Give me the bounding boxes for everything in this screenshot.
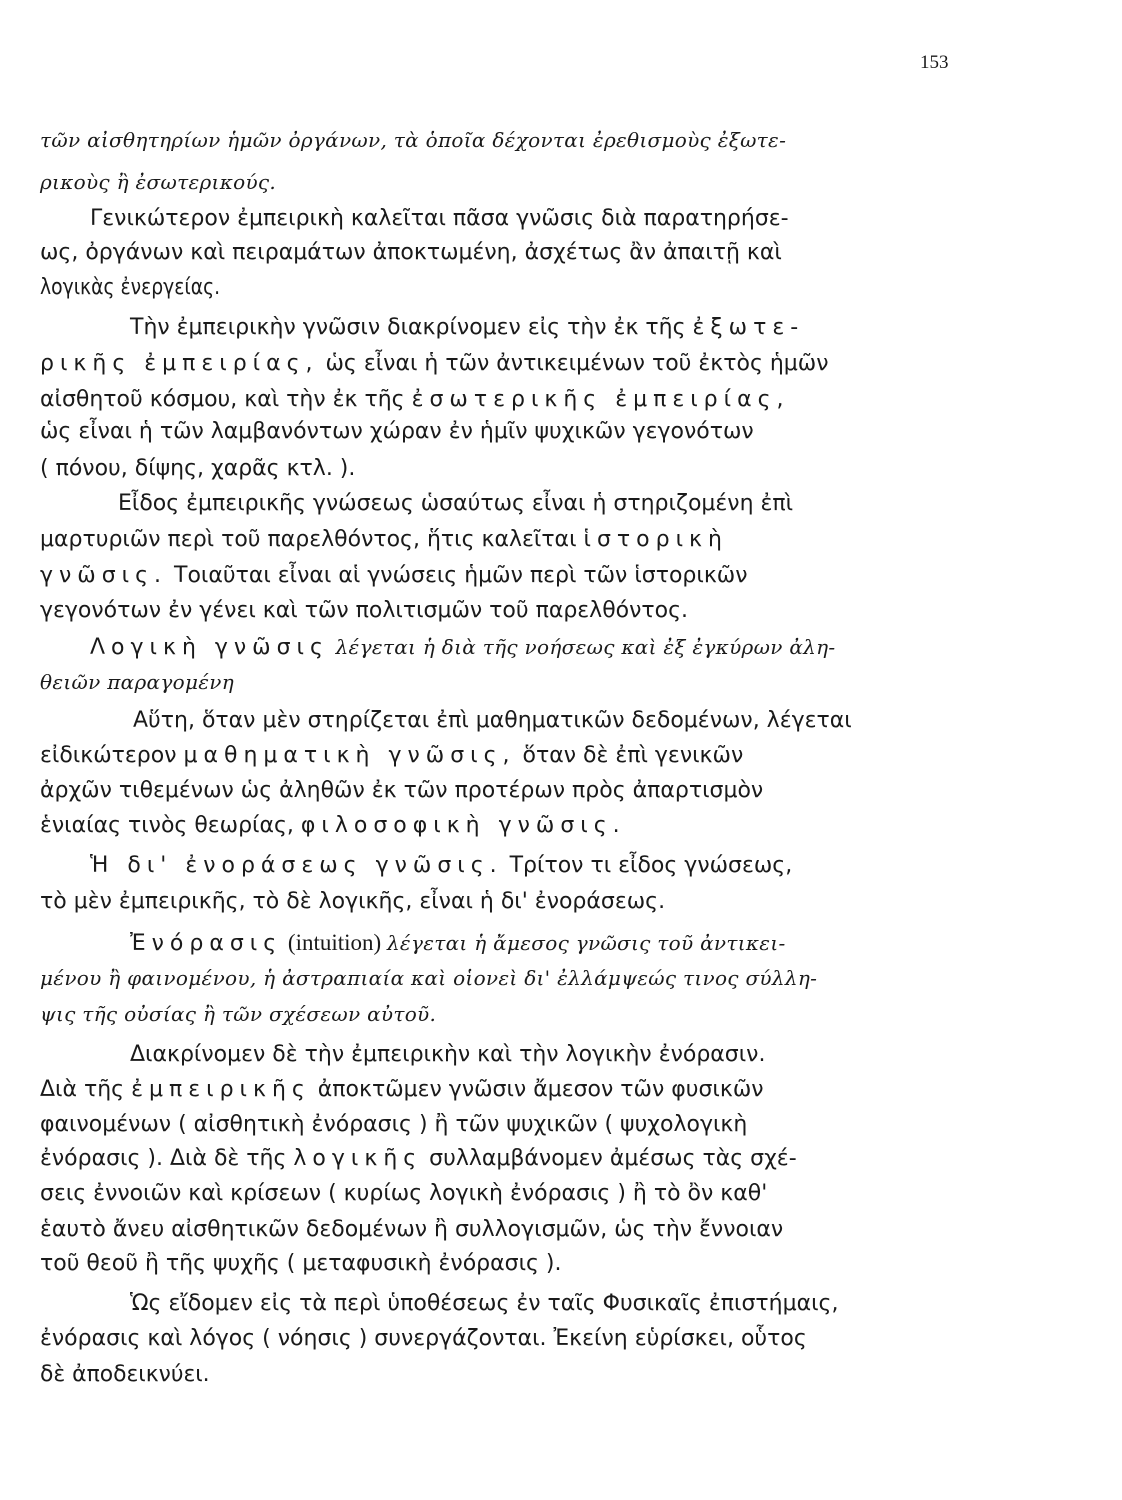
text-line [40, 810, 780, 842]
spaced-term: ἐξωτε- [692, 315, 805, 340]
text-run: συλλαμβάνομεν ἀμέσως τὰς σχέ- [422, 1146, 797, 1171]
text-run: σεις ἐννοιῶν καὶ κρίσεων ( κυρίως λογικὴ ἐνόρασις ) ἢ τὸ ὂν καθ' [40, 1181, 768, 1206]
text-run: εἰδικώτερον [40, 743, 184, 768]
text-line [40, 1214, 960, 1246]
text-line [40, 962, 960, 994]
text-line [40, 560, 960, 592]
spaced-term: φιλοσοφικὴ γνῶσις. [300, 813, 626, 838]
text-run: ως, ὀργάνων καὶ πειραμάτων ἀποκτωμένη, ἀσχέτως ἂν ἀπαιτῇ καὶ [40, 240, 782, 265]
text-run: ἐνόρασις καὶ λόγος ( νόησις ) συνεργάζονται. Ἐκείνη εὑρίσκει, οὗτος [40, 1326, 807, 1351]
text-line [130, 1288, 960, 1320]
text-run: μαρτυριῶν περὶ τοῦ παρελθόντος, ἥτις καλεῖται [40, 527, 584, 552]
italic-text: θειῶν παραγομένη [40, 670, 235, 694]
text-run: Εἶδος ἐμπειρικῆς γνώσεως ὡσαύτως εἶναι ἡ στηριζομένη ἐπὶ [118, 491, 794, 516]
text-run: Αὕτη, ὅταν μὲν στηρίζεται ἐπὶ μαθηματικῶν δεδομένων, λέγεται [133, 708, 852, 733]
text-run: τὸ μὲν ἐμπειρικῆς, τὸ δὲ λογικῆς, εἶναι ἡ δι' ἐνοράσεως. [40, 889, 666, 914]
spaced-term: μαθηματικὴ γνῶσις, [183, 743, 516, 768]
spaced-term: Ἡ δι' ἐνοράσεως γνῶσις. [90, 853, 503, 878]
text-run: γεγονότων ἐν γένει καὶ τῶν πολιτισμῶν τοῦ παρελθόντος. [40, 598, 689, 623]
text-line [40, 1178, 960, 1210]
text-run: Τὴν ἐμπειρικὴν γνῶσιν διακρίνομεν εἰς τὴν ἐκ τῆς [130, 315, 693, 340]
spaced-term: γνῶσις. [40, 563, 168, 588]
page-number: 153 [920, 52, 949, 73]
spaced-term: ἐμπειρικῆς [131, 1077, 311, 1102]
spaced-term: λογικῆς [293, 1146, 423, 1171]
text-run: ( πόνου, δίψης, χαρᾶς κτλ. ). [40, 456, 356, 481]
text-line [40, 166, 370, 198]
text-line [40, 524, 960, 556]
text-line [40, 1109, 960, 1141]
text-line [90, 850, 950, 882]
text-run: ὡς εἶναι ἡ τῶν λαμβανόντων χώραν ἐν ἡμῖν ψυχικῶν γεγονότων [40, 419, 754, 444]
text-run: αἰσθητοῦ κόσμου, καὶ τὴν ἐκ τῆς [40, 387, 412, 412]
text-line [40, 998, 470, 1030]
text-run: τοῦ θεοῦ ἢ τῆς ψυχῆς ( μεταφυσικὴ ἐνόρασις ). [40, 1251, 562, 1276]
italic-text: τῶν αἰσθητηρίων ἡμῶν ὀργάνων, τὰ ὁποῖα δέχονται ἐρεθισμοὺς ἐξωτε- [40, 128, 787, 152]
spaced-term: ἐσωτερικῆς ἐμπειρίας, [411, 387, 790, 412]
text-run: Τοιαῦται εἶναι αἱ γνώσεις ἡμῶν περὶ τῶν ἱστορικῶν [167, 563, 748, 588]
text-line [40, 666, 240, 698]
text-line [40, 1323, 960, 1355]
text-run: Διακρίνομεν δὲ τὴν ἐμπειρικὴν καὶ τὴν λογικὴν ἐνόρασιν. [130, 1042, 766, 1067]
text-line [90, 203, 970, 235]
text-run: ὅταν δὲ ἐπὶ γενικῶν [515, 743, 744, 768]
italic-text: λέγεται ἡ διὰ τῆς νοήσεως καὶ ἐξ ἐγκύρων ἀλη- [328, 635, 836, 659]
text-line [90, 631, 960, 663]
text-line [40, 595, 810, 627]
text-run: ἀρχῶν τιθεμένων ὡς ἀληθῶν ἐκ τῶν προτέρων πρὸς ἀπαρτισμὸν [40, 778, 764, 803]
italic-text: ψις τῆς οὐσίας ἢ τῶν σχέσεων αὐτοῦ. [40, 1002, 437, 1026]
text-line [40, 886, 800, 918]
text-run: ὡς εἶναι ἡ τῶν ἀντικειμένων τοῦ ἐκτὸς ἡμῶν [318, 351, 829, 376]
italic-text: μένου ἢ φαινομένου, ἡ ἀστραπιαία καὶ οἱονεὶ δι' ἐλλάμψεώς τινος σύλλη- [40, 966, 818, 990]
text-line [40, 272, 220, 304]
text-run: Διὰ τῆς [40, 1077, 132, 1102]
spaced-term: ἱστορικὴ [583, 527, 728, 552]
text-line [130, 312, 960, 344]
spaced-term: Λογικὴ γνῶσις [90, 635, 329, 660]
text-line [40, 453, 380, 485]
text-line [40, 416, 960, 448]
spaced-term: Ἐνόρασις [130, 931, 283, 956]
text-run: ἑνιαίας τινὸς θεωρίας, [40, 813, 301, 838]
text-run: ἐνόρασις ). Διὰ δὲ τῆς [40, 1146, 294, 1171]
text-line [130, 1039, 960, 1071]
text-run: ἀποκτῶμεν γνῶσιν ἄμεσον τῶν φυσικῶν [310, 1077, 764, 1102]
text-line [40, 237, 970, 269]
text-run: λογικὰς ἐνεργείας. [40, 275, 221, 300]
text-line [40, 1143, 960, 1175]
spaced-term: ρικῆς ἐμπειρίας, [40, 351, 319, 376]
text-line [40, 1074, 960, 1106]
text-run: Ὡς εἴδομεν εἰς τὰ περὶ ὑποθέσεως ἐν ταῖς Φυσικαῖς ἐπιστήμαις, [130, 1291, 839, 1316]
text-line [130, 927, 960, 959]
text-line [40, 740, 960, 772]
text-line [40, 775, 960, 807]
text-line [118, 488, 958, 520]
text-run: ἑαυτὸ ἄνευ αἰσθητικῶν δεδομένων ἢ συλλογισμῶν, ὡς τὴν ἔννοιαν [40, 1217, 784, 1242]
text-run: δὲ ἀποδεικνύει. [40, 1362, 210, 1387]
italic-text: λέγεται ἡ ἄμεσος γνῶσις τοῦ ἀντικει- [386, 931, 786, 955]
text-line [40, 1248, 690, 1280]
text-run: φαινομένων ( αἰσθητικὴ ἐνόρασις ) ἢ τῶν ψυχικῶν ( ψυχολογικὴ [40, 1112, 748, 1137]
text-line [133, 705, 973, 737]
text-run: Τρίτον τι εἶδος γνώσεως, [502, 853, 793, 878]
text-line [40, 1359, 210, 1391]
text-run: Γενικώτερον ἐμπειρικὴ καλεῖται πᾶσα γνῶσις διὰ παρατηρήσε- [90, 206, 789, 231]
text-line [40, 124, 960, 156]
text-run: (intuition) [282, 930, 387, 955]
italic-text: ρικοὺς ἢ ἐσωτερικούς. [40, 170, 277, 194]
text-line [40, 348, 960, 380]
text-line [40, 384, 960, 416]
